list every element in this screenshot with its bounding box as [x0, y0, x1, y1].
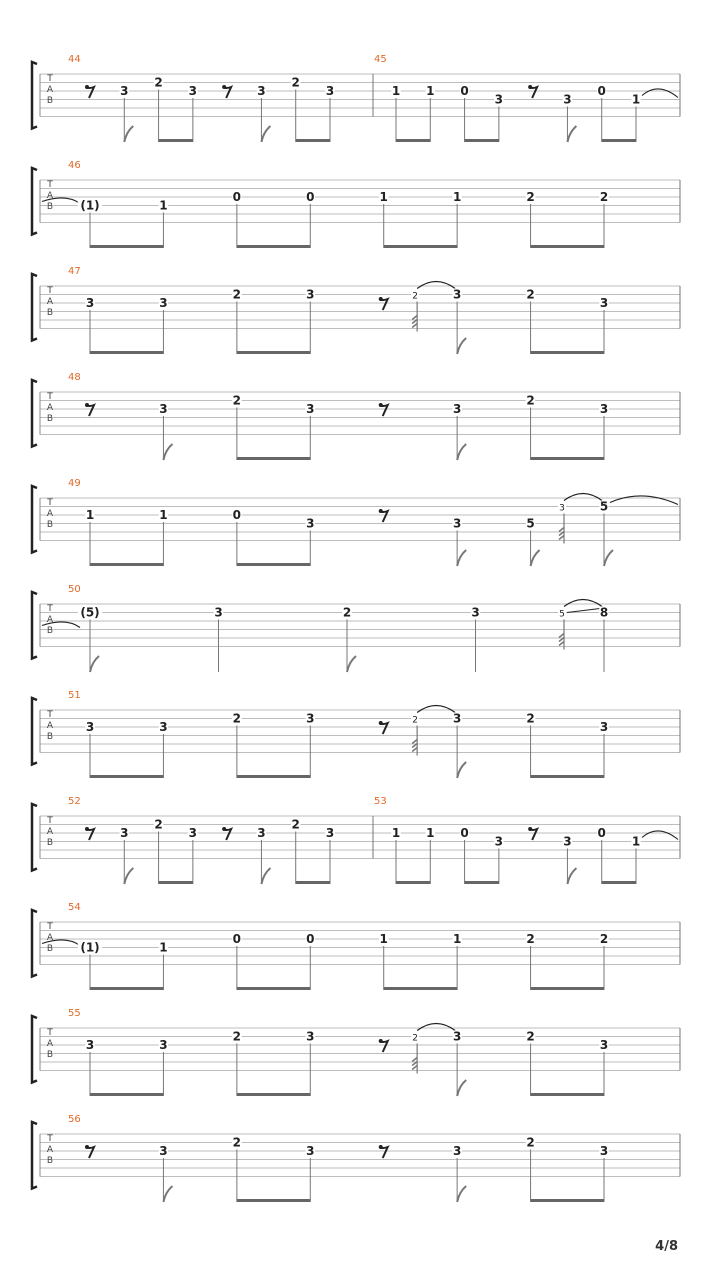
tab-system [32, 690, 680, 778]
fret-number: 1 [159, 940, 168, 955]
fret-number: 2 [154, 817, 163, 832]
slur-arc [417, 1024, 455, 1031]
note-flag [604, 550, 613, 566]
measure-number: 49 [68, 478, 81, 489]
slur-arc [417, 282, 455, 289]
note-flag [567, 126, 576, 142]
fret-number: 2 [232, 1135, 242, 1150]
fret-number: 2 [291, 817, 300, 832]
measure-number: 45 [374, 54, 387, 65]
eighth-rest-dot [85, 403, 89, 407]
note-beam [465, 881, 499, 884]
fret-number: 3 [452, 1029, 462, 1044]
note-flag [457, 1080, 466, 1096]
note-beam [237, 987, 310, 990]
tab-system [32, 1114, 680, 1202]
note-flag [457, 444, 466, 460]
measure-number: 56 [68, 1114, 81, 1125]
tab-clef-letter: B [46, 1156, 54, 1166]
note-beam [531, 245, 604, 248]
note-beam [602, 881, 636, 884]
note-beam [90, 775, 163, 778]
note-flag [567, 868, 576, 884]
fret-number: 3 [159, 720, 168, 734]
eighth-rest-dot [85, 1145, 89, 1149]
tab-clef-letter: B [46, 838, 54, 848]
note-beam [296, 881, 330, 884]
fret-number: 0 [597, 826, 606, 840]
fret-number: 3 [325, 84, 335, 98]
note-beam [237, 1093, 310, 1096]
fret-number: 3 [452, 402, 462, 416]
fret-number: 3 [85, 1038, 95, 1052]
note-beam [396, 881, 430, 884]
fret-number: 3 [306, 711, 315, 726]
measure-number: 46 [68, 160, 81, 171]
tab-clef-letter: B [46, 414, 54, 424]
slur-arc [564, 600, 602, 607]
fret-number: 8 [599, 605, 609, 620]
tab-clef-letter: A [46, 403, 54, 413]
note-flag [347, 656, 356, 672]
tab-clef-letter: T [47, 180, 53, 190]
note-beam [531, 1093, 604, 1096]
eighth-rest-dot [85, 827, 89, 831]
note-beam [531, 457, 604, 460]
fret-number: 3 [120, 84, 129, 98]
fret-number: 0 [232, 508, 242, 522]
measure-number: 47 [68, 266, 81, 277]
grace-beam-mark [412, 324, 417, 328]
note-flag [457, 338, 466, 354]
tab-clef-letter: A [46, 827, 54, 837]
fret-number: 2 [232, 287, 242, 302]
grace-beam-mark [559, 634, 564, 638]
tab-clef-letter: T [47, 392, 53, 402]
tab-clef-letter: T [47, 710, 53, 720]
fret-number: 2 [526, 190, 535, 204]
fret-number: (5) [80, 605, 100, 620]
grace-beam-mark [412, 1058, 417, 1062]
note-beam [296, 139, 330, 142]
tab-system [32, 372, 680, 460]
fret-number: 1 [159, 508, 168, 522]
grace-fret-number: 2 [412, 291, 419, 302]
fret-number: 1 [631, 834, 641, 849]
grace-beam-mark [559, 642, 564, 646]
fret-number: 2 [526, 711, 535, 726]
system-bracket [32, 804, 37, 871]
note-beam [237, 351, 310, 354]
note-flag [90, 656, 99, 672]
tab-clef-letter: T [47, 604, 53, 614]
slur-arc [564, 494, 602, 501]
slide-line [567, 609, 600, 613]
tab-system [32, 584, 680, 672]
tab-clef-letter: B [46, 944, 54, 954]
system-bracket [32, 486, 37, 553]
fret-number: 2 [599, 932, 609, 946]
tab-clef-letter: A [46, 191, 54, 201]
fret-number: 3 [306, 287, 315, 302]
fret-number: 2 [342, 605, 352, 620]
tab-clef-letter: B [46, 1050, 54, 1060]
fret-number: 1 [379, 932, 388, 946]
eighth-rest-dot [379, 509, 383, 513]
fret-number: 3 [257, 84, 266, 98]
tab-system [32, 796, 680, 884]
tab-clef-letter: A [46, 721, 54, 731]
tab-clef-letter: B [46, 202, 54, 212]
fret-number: 2 [526, 1135, 535, 1150]
fret-number: 3 [471, 605, 480, 620]
fret-number: 2 [232, 393, 242, 408]
fret-number: 3 [452, 516, 462, 531]
fret-number: 3 [306, 1144, 315, 1158]
tie-arc [610, 496, 678, 505]
fret-number: (1) [80, 940, 100, 955]
note-flag [457, 762, 466, 778]
note-beam [159, 881, 193, 884]
note-flag [124, 126, 133, 142]
fret-number: 0 [460, 826, 469, 840]
note-beam [90, 563, 163, 566]
measure-number: 54 [68, 902, 81, 913]
note-beam [602, 139, 636, 142]
eighth-rest-dot [85, 85, 89, 89]
fret-number: 3 [159, 296, 168, 310]
tab-clef-letter: T [47, 286, 53, 296]
note-beam [159, 139, 193, 142]
grace-beam-mark [412, 1066, 417, 1070]
tab-clef-letter: B [46, 520, 54, 530]
note-beam [237, 563, 310, 566]
note-beam [237, 775, 310, 778]
note-beam [90, 351, 163, 354]
fret-number: 3 [159, 1144, 168, 1158]
grace-fret-number: 2 [412, 1033, 419, 1044]
grace-fret-number: 2 [412, 715, 419, 726]
note-beam [384, 987, 457, 990]
tab-clef-letter: A [46, 85, 54, 95]
fret-number: 3 [85, 296, 95, 310]
fret-number: 3 [599, 296, 609, 310]
tab-system [32, 902, 680, 990]
note-flag [531, 550, 540, 566]
fret-number: 0 [232, 190, 242, 204]
tab-clef-letter: T [47, 1028, 53, 1038]
tab-clef-letter: B [46, 308, 54, 318]
note-flag [124, 868, 133, 884]
fret-number: 3 [452, 711, 462, 726]
fret-number: 1 [452, 190, 462, 204]
fret-number: 0 [306, 932, 315, 946]
measure-number: 55 [68, 1008, 81, 1019]
measure-number: 44 [68, 54, 81, 65]
grace-fret-number: 3 [559, 503, 565, 514]
grace-fret-number: 5 [559, 609, 565, 620]
system-bracket [32, 1016, 37, 1083]
fret-number: 0 [460, 84, 469, 98]
fret-number: 1 [452, 932, 462, 946]
eighth-rest-dot [379, 403, 383, 407]
note-beam [396, 139, 430, 142]
tab-clef-letter: T [47, 498, 53, 508]
fret-number: 1 [631, 92, 641, 107]
grace-beam-mark [559, 528, 564, 532]
fret-number: 2 [154, 75, 163, 90]
fret-number: 1 [159, 198, 168, 213]
fret-number: 3 [306, 402, 315, 416]
fret-number: 1 [426, 826, 435, 840]
system-bracket [32, 274, 37, 341]
fret-number: 3 [159, 1038, 168, 1052]
eighth-rest-dot [379, 297, 383, 301]
eighth-rest-dot [379, 1039, 383, 1043]
fret-number: 3 [599, 402, 609, 416]
tab-system [32, 1008, 680, 1096]
fret-number: 5 [526, 516, 535, 531]
fret-number: 3 [452, 287, 462, 302]
fret-number: 2 [526, 932, 535, 946]
tab-clef-letter: T [47, 922, 53, 932]
fret-number: 3 [306, 516, 315, 531]
fret-number: 5 [599, 499, 609, 514]
tab-system [32, 266, 680, 354]
grace-beam-mark [412, 316, 417, 320]
fret-number: 3 [599, 1144, 609, 1158]
grace-beam-mark [412, 748, 417, 752]
tab-clef-letter: B [46, 96, 54, 106]
eighth-rest-dot [379, 721, 383, 725]
fret-number: 1 [85, 508, 95, 522]
system-bracket [32, 698, 37, 765]
page-number: 4/8 [655, 1239, 678, 1254]
note-flag [163, 444, 172, 460]
note-beam [531, 1199, 604, 1202]
fret-number: 2 [526, 393, 535, 408]
eighth-rest-dot [379, 1145, 383, 1149]
note-beam [384, 245, 457, 248]
measure-number: 48 [68, 372, 81, 383]
fret-number: 3 [306, 1029, 315, 1044]
note-flag [163, 1186, 172, 1202]
fret-number: 3 [85, 720, 95, 734]
fret-number: 3 [494, 92, 504, 107]
tab-clef-letter: T [47, 1134, 53, 1144]
note-flag [261, 126, 270, 142]
fret-number: 2 [599, 190, 609, 204]
fret-number: 3 [159, 402, 168, 416]
fret-number: 3 [599, 1038, 609, 1052]
note-flag [457, 1186, 466, 1202]
tab-clef-letter: A [46, 933, 54, 943]
system-bracket [32, 62, 37, 129]
fret-number: 2 [232, 711, 242, 726]
tie-arc [642, 831, 678, 840]
fret-number: 3 [188, 826, 198, 840]
fret-number: 2 [291, 75, 300, 90]
tab-clef-letter: A [46, 509, 54, 519]
slur-arc [417, 706, 455, 713]
tie-arc [642, 89, 678, 98]
fret-number: 3 [563, 834, 572, 849]
note-beam [465, 139, 499, 142]
tab-clef-letter: T [47, 74, 53, 84]
fret-number: 3 [188, 84, 198, 98]
note-flag [261, 868, 270, 884]
tab-clef-letter: A [46, 297, 54, 307]
grace-beam-mark [412, 740, 417, 744]
tab-clef-letter: B [46, 732, 54, 742]
tab-clef-letter: T [47, 816, 53, 826]
tab-system [32, 478, 680, 566]
fret-number: 3 [494, 834, 504, 849]
measure-number: 50 [68, 584, 81, 595]
note-beam [531, 775, 604, 778]
tab-clef-letter: B [46, 626, 54, 636]
tab-clef-letter: A [46, 615, 54, 625]
tab-clef-letter: A [46, 1145, 54, 1155]
fret-number: 1 [391, 84, 401, 98]
eighth-rest-dot [222, 85, 226, 89]
tab-system [32, 160, 680, 248]
grace-beam-mark [559, 536, 564, 540]
eighth-rest-dot [528, 827, 532, 831]
system-bracket [32, 1122, 37, 1189]
note-beam [531, 351, 604, 354]
note-beam [237, 245, 310, 248]
note-beam [237, 1199, 310, 1202]
fret-number: 3 [325, 826, 335, 840]
fret-number: 0 [597, 84, 606, 98]
note-beam [531, 987, 604, 990]
system-bracket [32, 380, 37, 447]
fret-number: 1 [379, 190, 388, 204]
measure-number: 51 [68, 690, 81, 701]
tab-system [32, 54, 680, 142]
measure-number: 52 [68, 796, 81, 807]
system-bracket [32, 592, 37, 659]
fret-number: 2 [526, 1029, 535, 1044]
fret-number: 3 [563, 92, 572, 107]
note-flag [457, 550, 466, 566]
fret-number: 1 [391, 826, 401, 840]
fret-number: 2 [232, 1029, 242, 1044]
system-bracket [32, 168, 37, 235]
fret-number: 3 [120, 826, 129, 840]
note-beam [237, 457, 310, 460]
system-bracket [32, 910, 37, 977]
fret-number: 3 [452, 1144, 462, 1158]
note-beam [90, 987, 163, 990]
fret-number: 3 [214, 605, 223, 620]
eighth-rest-dot [222, 827, 226, 831]
note-beam [90, 245, 163, 248]
eighth-rest-dot [528, 85, 532, 89]
note-beam [90, 1093, 163, 1096]
fret-number: 0 [306, 190, 315, 204]
fret-number: (1) [80, 198, 100, 213]
tab-clef-letter: A [46, 1039, 54, 1049]
fret-number: 3 [599, 720, 609, 734]
fret-number: 2 [526, 287, 535, 302]
fret-number: 3 [257, 826, 266, 840]
fret-number: 1 [426, 84, 435, 98]
fret-number: 0 [232, 932, 242, 946]
measure-number: 53 [374, 796, 387, 807]
